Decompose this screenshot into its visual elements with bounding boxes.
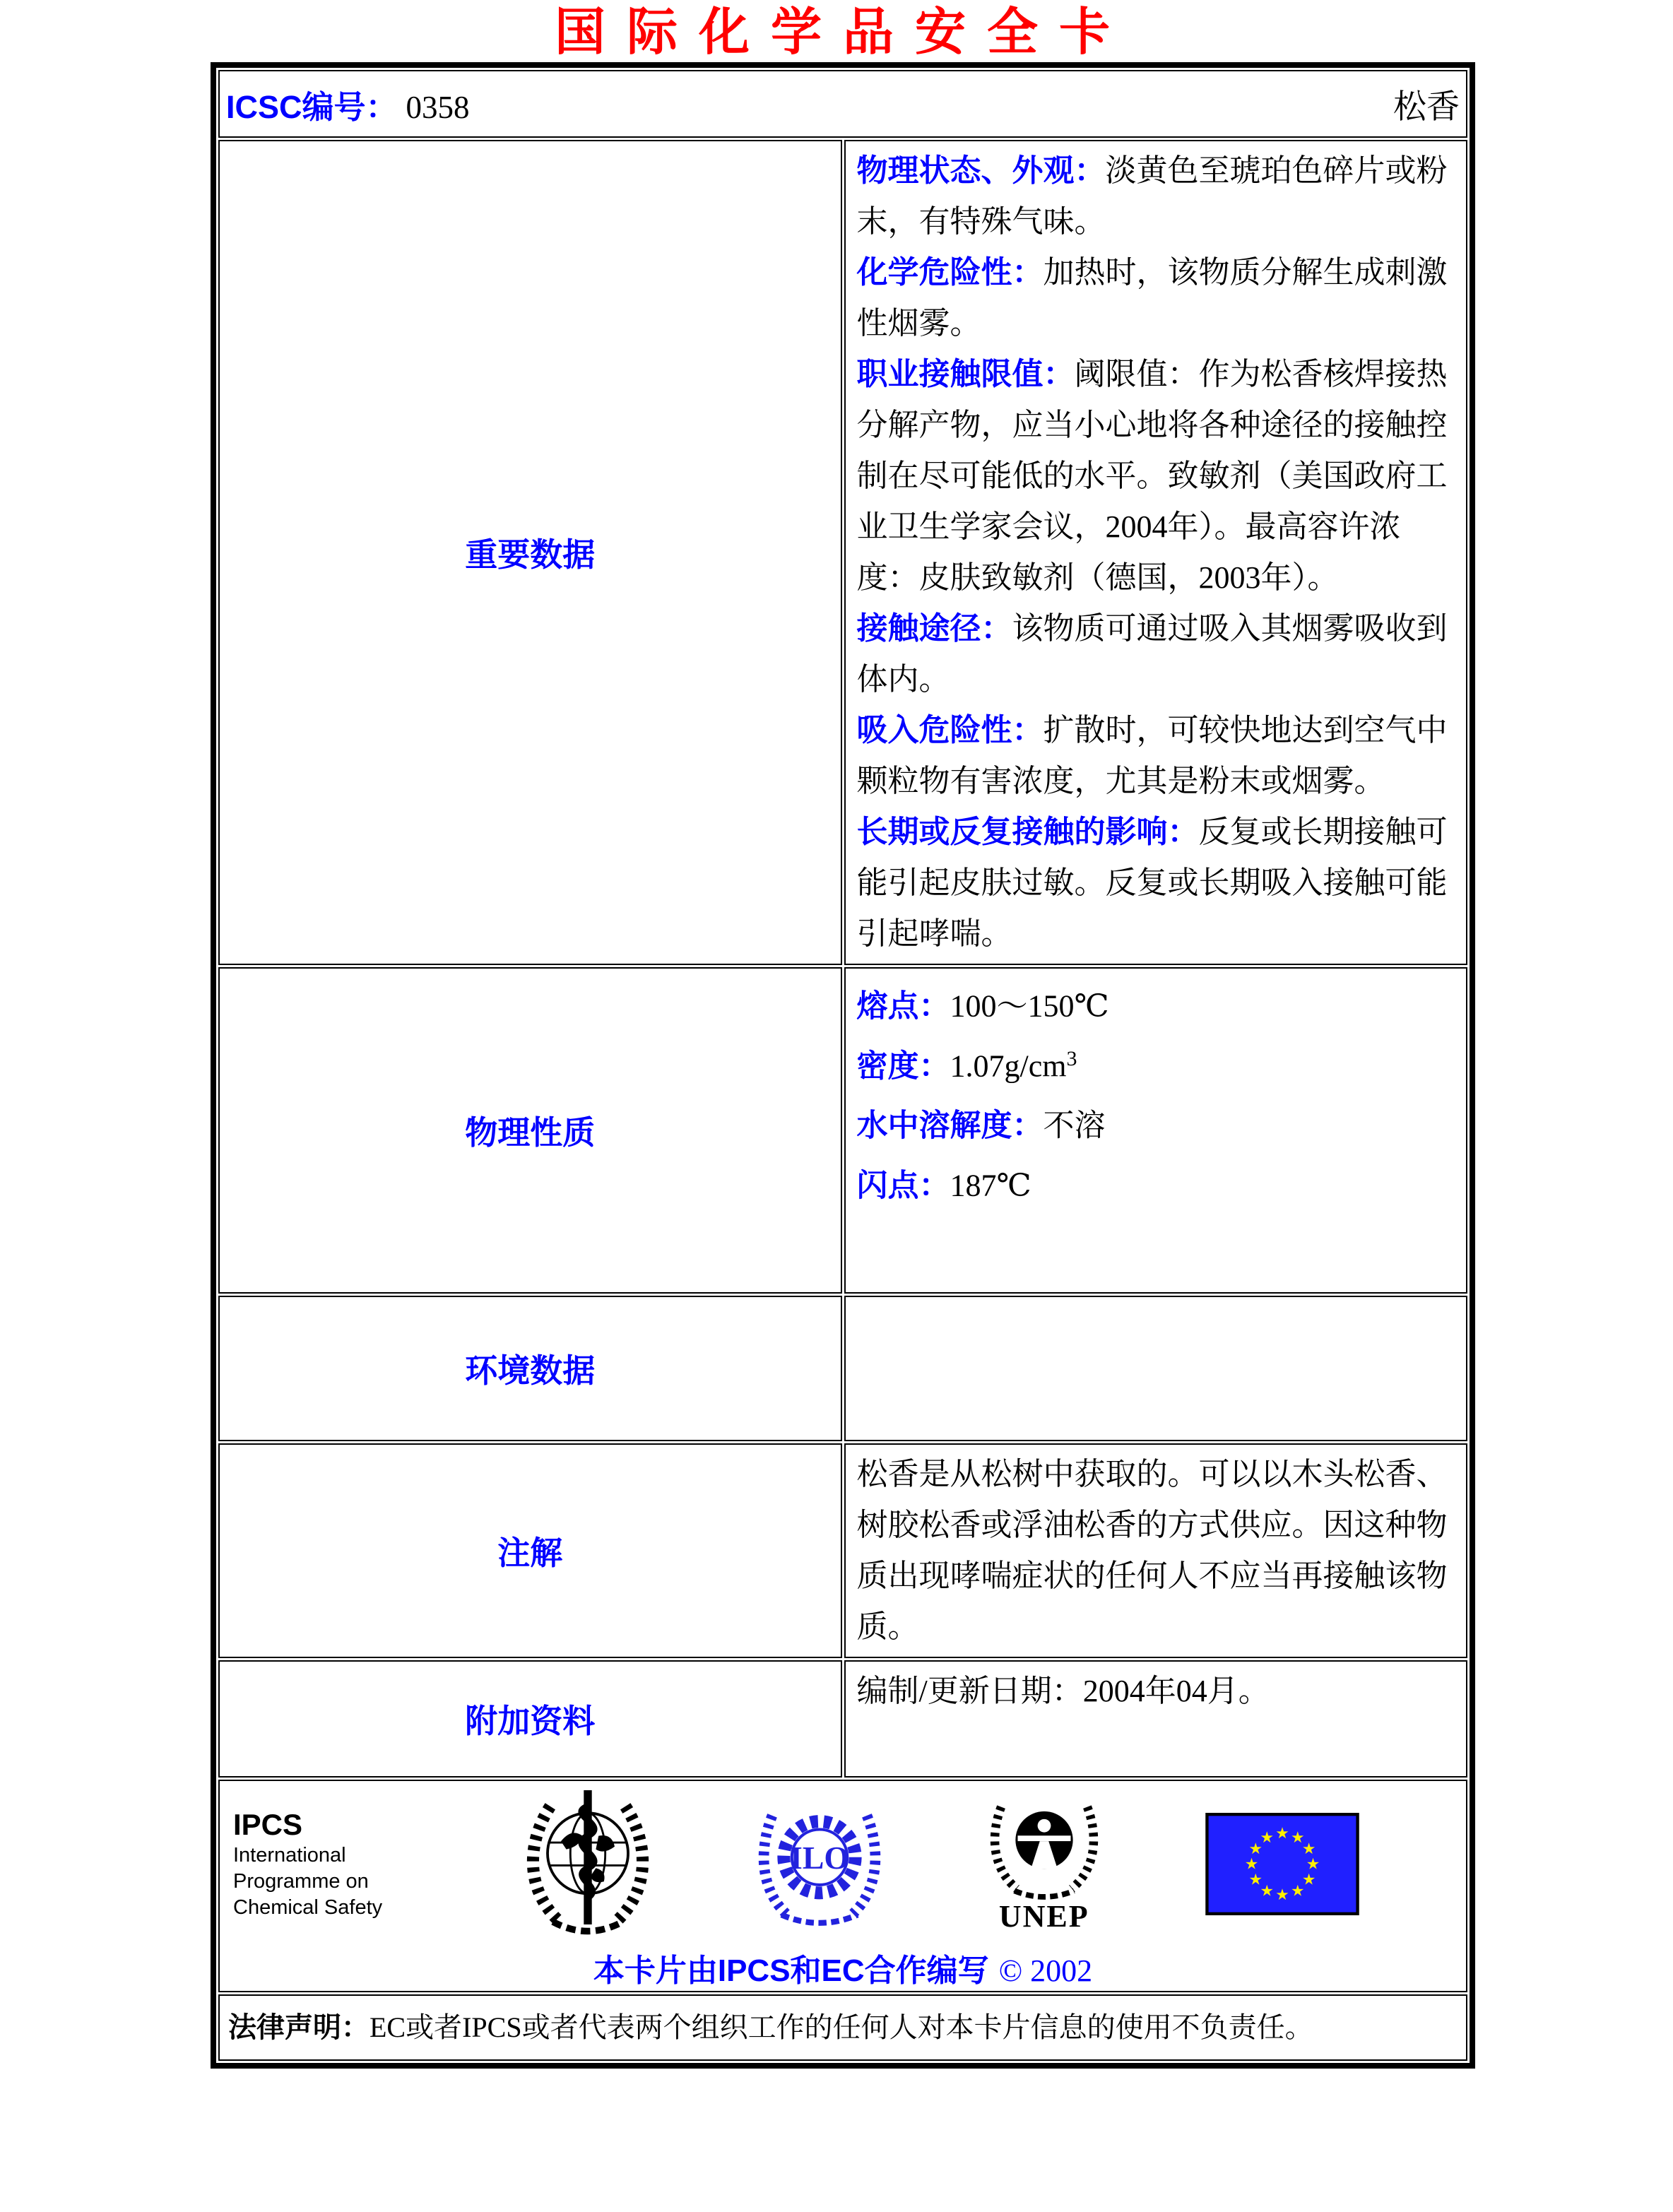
legal-text: EC或者IPCS或者代表两个组织工作的任何人对本卡片信息的使用不负责任。 xyxy=(370,2011,1313,2043)
additional-info-row xyxy=(218,1660,1467,1778)
card-header xyxy=(220,81,1465,128)
svg-text:★: ★ xyxy=(1275,1825,1289,1843)
important-data-content xyxy=(844,140,1468,965)
ipcs-line: Chemical Safety xyxy=(233,1896,383,1919)
logo-group xyxy=(227,1790,1458,1938)
icsc-table xyxy=(211,62,1475,2069)
header-row xyxy=(218,70,1467,138)
physical-item: 水中溶解度：不溶 xyxy=(856,1108,1106,1143)
svg-text:★: ★ xyxy=(1301,1871,1316,1889)
svg-text:★: ★ xyxy=(1275,1886,1289,1905)
logos-row xyxy=(218,1780,1467,1992)
svg-text:★: ★ xyxy=(1260,1882,1274,1900)
physical-properties-row xyxy=(218,967,1467,1294)
caption-main: 本卡片由IPCS和EC合作编写 xyxy=(593,1953,989,1988)
who-logo-icon xyxy=(521,1790,655,1938)
icsc-number-value: 0358 xyxy=(406,89,470,125)
important-item: 职业接触限值：阈限值：作为松香核焊接热分解产物，应当小心地将各种途径的接触控制在尽可能低的水平。致敏剂（美国政府工业卫生学家会议，2004年）。最高容许浓度：皮肤致敏剂（德国，2003年）。 xyxy=(856,357,1448,595)
document xyxy=(211,4,1475,2069)
ipcs-name: IPCS xyxy=(233,1808,303,1841)
logo-strip xyxy=(220,1782,1465,1990)
physical-properties-content xyxy=(844,967,1468,1294)
icsc-number-label: ICSC编号： xyxy=(226,88,398,125)
unep-logo-icon xyxy=(983,1796,1105,1902)
physical-item: 密度：$1.07g/cm^3$ xyxy=(856,1046,1077,1084)
ipcs-line: International xyxy=(233,1844,346,1867)
page-title: 国际化学品安全卡 xyxy=(554,4,1131,61)
ipcs-text-block xyxy=(233,1807,420,1921)
important-item: 物理状态、外观：淡黄色至琥珀色碎片或粉末，有特殊气味。 xyxy=(856,153,1448,239)
physical-item: 闪点：187℃ xyxy=(856,1168,1031,1203)
svg-text:★: ★ xyxy=(1291,1882,1305,1900)
additional-info-content: 编制/更新日期：2004年04月。 xyxy=(844,1660,1468,1778)
important-item: 化学危险性：加热时，该物质分解生成刺激性烟雾。 xyxy=(856,255,1448,341)
svg-text:★: ★ xyxy=(1306,1855,1320,1874)
ilo-logo-icon xyxy=(756,1799,883,1929)
section-label-additional: 附加资料 xyxy=(218,1660,842,1778)
notes-content: 松香是从松树中获取的。可以以木头松香、树胶松香或浮油松香的方式供应。因这种物质出现哮喘症状的任何人不应当再接触该物质。 xyxy=(844,1443,1468,1658)
section-label-important: 重要数据 xyxy=(218,140,842,965)
ilo-logo-text: ILO xyxy=(789,1840,849,1876)
important-item: 长期或反复接触的影响：反复或长期接触可能引起皮肤过敏。反复或长期吸入接触可能引起哮喘。 xyxy=(856,815,1448,951)
section-label-notes: 注解 xyxy=(218,1443,842,1658)
environment-data-row xyxy=(218,1296,1467,1441)
notes-row xyxy=(218,1443,1467,1658)
caption-year: © 2002 xyxy=(998,1953,1093,1988)
section-label-environment: 环境数据 xyxy=(218,1296,842,1441)
svg-text:★: ★ xyxy=(1301,1840,1316,1858)
icsc-number xyxy=(226,81,470,127)
svg-text:★: ★ xyxy=(1248,1840,1263,1858)
section-label-physical: 物理性质 xyxy=(218,967,842,1294)
svg-text:★: ★ xyxy=(1260,1829,1274,1847)
unep-logo-text: UNEP xyxy=(998,1899,1089,1934)
physical-item: 熔点：100～150℃ xyxy=(856,988,1109,1024)
svg-text:★: ★ xyxy=(1244,1855,1259,1874)
important-data-row xyxy=(218,140,1467,965)
important-item: 吸入危险性：扩散时，可较快地达到空气中颗粒物有害浓度，尤其是粉末或烟雾。 xyxy=(856,713,1448,798)
eu-flag-icon xyxy=(1205,1813,1359,1915)
svg-text:★: ★ xyxy=(1291,1829,1305,1847)
legal-row xyxy=(218,1994,1467,2061)
important-item: 接触途径：该物质可通过吸入其烟雾吸收到体内。 xyxy=(856,611,1448,697)
card-caption xyxy=(227,1945,1458,1990)
substance-name: 松香 xyxy=(1393,88,1460,126)
svg-text:★: ★ xyxy=(1248,1871,1263,1889)
ipcs-line: Programme on xyxy=(233,1870,369,1893)
environment-data-content xyxy=(844,1296,1468,1441)
unep-logo-block xyxy=(983,1796,1105,1932)
legal-label: 法律声明： xyxy=(228,2012,370,2043)
